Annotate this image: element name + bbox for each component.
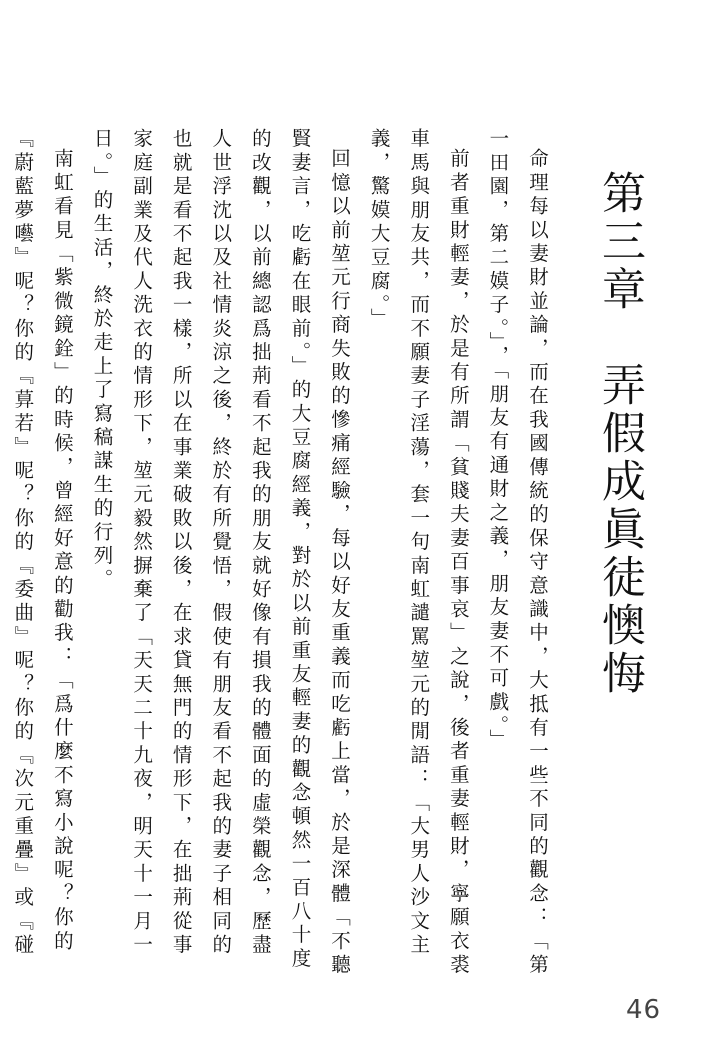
paragraph-3: 回憶以前堃元行商失敗的慘痛經驗，每以好友重義而吃虧上當，於是深體「不聽賢妻言，吃虧在眼前。」的大豆腐經義，對於以前重友輕妻的觀念頓然一百八十度的改觀，以前總認爲拙荊看不起我的朋友就好像有損我的體面的虛榮觀念，歷盡人世浮沈以及社情炎涼之後，終於有所覺悟，假使有朋友看不起我的妻子相同的也就是看不起我一樣，所以在事業破敗以後，在求貸無門的情形下，在拙荊從事家庭副業及代人洗衣的情形下，堃元毅然摒棄了「天天二十九夜，明天十一月一日。」的生活，終於走上了寫稿謀生的行列。 [90, 128, 352, 977]
page-number: 46 [626, 995, 662, 1025]
paragraph-1: 命理每以妻財並論，而在我國傳統的保守意識中，大抵有一些不同的觀念：「第一田園，第二嫫子。」，「朋友有通財之義，朋友妻不可戲。」 [486, 128, 549, 977]
body-text [11, 128, 557, 978]
paragraph-2: 前者重財輕妻，於是有所謂「貧賤夫妻百事哀」之說，後者重妻輕財，寧願衣裘車馬與朋友共，而不願妻子淫蕩，套一句南虹譴罵堃元的閒語：「大男人沙文主義，驚嫫大豆腐。」 [367, 128, 470, 977]
chapter-title: 第三章 弄假成眞徒懊悔 [594, 170, 645, 698]
paragraph-4: 南虹看見「紫微鏡銓」的時候，曾經好意的勸我：「爲什麼不寫小說呢？你的『蔚藍夢囈』呢？你的『萛若』呢？你的『委曲』呢？你的『次元重疊』或『碰 [11, 128, 74, 958]
